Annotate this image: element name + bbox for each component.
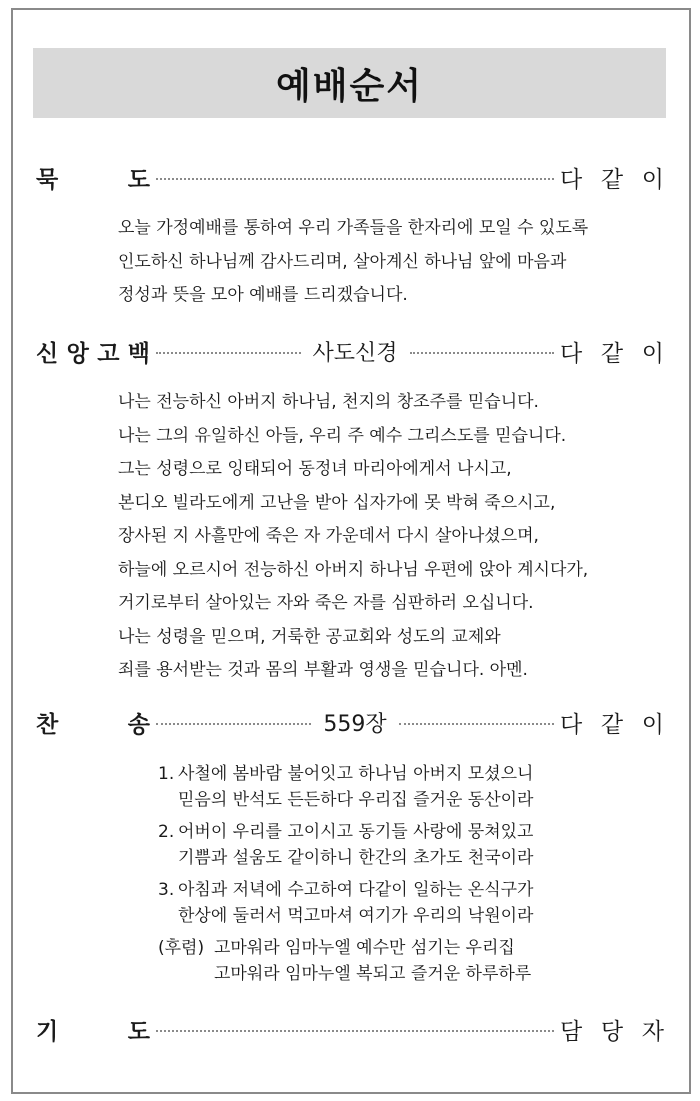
label-char: 앙 [66,340,89,367]
chorus-line: 고마워라 임마누엘 복되고 즐거운 하루하루 [214,964,532,984]
text-line: 죄를 용서받는 것과 몸의 부활과 영생을 믿습니다. 아멘. [118,660,528,680]
text-line: 오늘 가정예배를 통하여 우리 가족들을 한자리에 모일 수 있도록 [118,218,589,238]
label-char: 찬 [36,711,59,738]
dot-leader [156,1030,554,1032]
text-line: 인도하신 하나님께 감사드리며, 살아계신 하나님 앞에 마음과 [118,251,567,272]
label-char: 묵 [36,166,59,193]
page-title: 예배순서 [275,65,424,107]
chorus-label: (후렴) [158,938,205,958]
verse-line: 믿음의 반석도 든든하다 우리집 즐거운 동산이라 [178,790,534,810]
heading-prayer [36,1012,664,1046]
verse-line: 어버이 우리를 고이시고 동기들 사랑에 뭉쳐있고 [178,822,534,842]
label-char: 도 [127,166,150,193]
heading-hymn [36,705,664,739]
text-line: 장사된 지 사흘만에 죽은 자 가운데서 다시 살아나셨으며, [118,526,539,546]
label-char: 고 [97,340,120,367]
performer-char: 같 [600,711,624,738]
heading-subtitle: 사도신경 [312,340,398,366]
hymn-verse [158,819,533,871]
performer-char: 이 [641,166,664,193]
performer-char: 당 [600,1018,624,1045]
label-char: 백 [127,340,150,367]
text-line: 그는 성령으로 잉태되어 동정녀 마리아에게서 나시고, [118,459,512,479]
heading-label [36,706,150,739]
performer-char: 담 [560,1018,583,1045]
label-char: 기 [36,1018,59,1045]
heading-performer [560,161,664,194]
performer-char: 자 [641,1018,664,1045]
hymn-verse [158,761,533,813]
dot-leader [399,723,554,725]
performer-char: 이 [641,340,665,367]
verse-number: 2. [158,822,175,842]
label-char: 송 [127,711,150,738]
dot-leader [156,352,301,354]
dot-leader [156,178,554,180]
verse-line: 기쁨과 설움도 같이하니 한간의 초가도 천국이라 [178,848,534,868]
verse-line: 아침과 저녁에 수고하여 다같이 일하는 온식구가 [178,880,534,900]
text-line: 정성과 뜻을 모아 예배를 드리겠습니다. [118,285,408,305]
performer-char: 다 [560,340,583,367]
creed-text [118,386,588,688]
hymn-chorus [158,935,531,987]
text-line: 나는 전능하신 아버지 하나님, 천지의 창조주를 믿습니다. [118,392,539,412]
text-line: 하늘에 오르시어 전능하신 아버지 하나님 우편에 앉아 계시다가, [118,559,589,580]
verse-number: 3. [158,880,175,900]
heading-subtitle: 559장 [323,711,387,737]
verse-line: 한상에 둘러서 먹고마셔 여기가 우리의 낙원이라 [178,906,534,926]
heading-creed [36,334,664,368]
heading-performer [560,706,664,739]
heading-performer [560,335,664,368]
heading-silent-prayer [36,160,664,194]
label-char: 도 [127,1018,150,1045]
heading-label [36,335,150,368]
performer-char: 같 [600,166,624,193]
performer-char: 같 [600,340,624,367]
dot-leader [156,723,311,725]
verse-line: 사철에 봄바람 불어잇고 하나님 아버지 모셨으니 [178,764,534,784]
verse-number: 1. [158,764,175,784]
chorus-line: 고마워라 임마누엘 예수만 섬기는 우리집 [214,938,515,958]
performer-char: 다 [560,166,583,193]
heading-label [36,161,150,194]
text-line: 거기로부터 살아있는 자와 죽은 자를 심판하러 오십니다. [118,593,534,613]
performer-char: 이 [641,711,664,738]
title-bar [33,48,666,118]
text-line: 본디오 빌라도에게 고난을 받아 십자가에 못 박혀 죽으시고, [118,492,556,513]
label-char: 신 [36,340,59,367]
heading-label [36,1013,150,1046]
text-line: 나는 성령을 믿으며, 거룩한 공교회와 성도의 교제와 [118,626,501,647]
hymn-verse [158,877,533,929]
dot-leader [410,352,555,354]
silent-prayer-text [118,212,588,313]
performer-char: 다 [560,711,583,738]
heading-performer [560,1013,664,1046]
text-line: 나는 그의 유일하신 아들, 우리 주 예수 그리스도를 믿습니다. [118,425,567,446]
